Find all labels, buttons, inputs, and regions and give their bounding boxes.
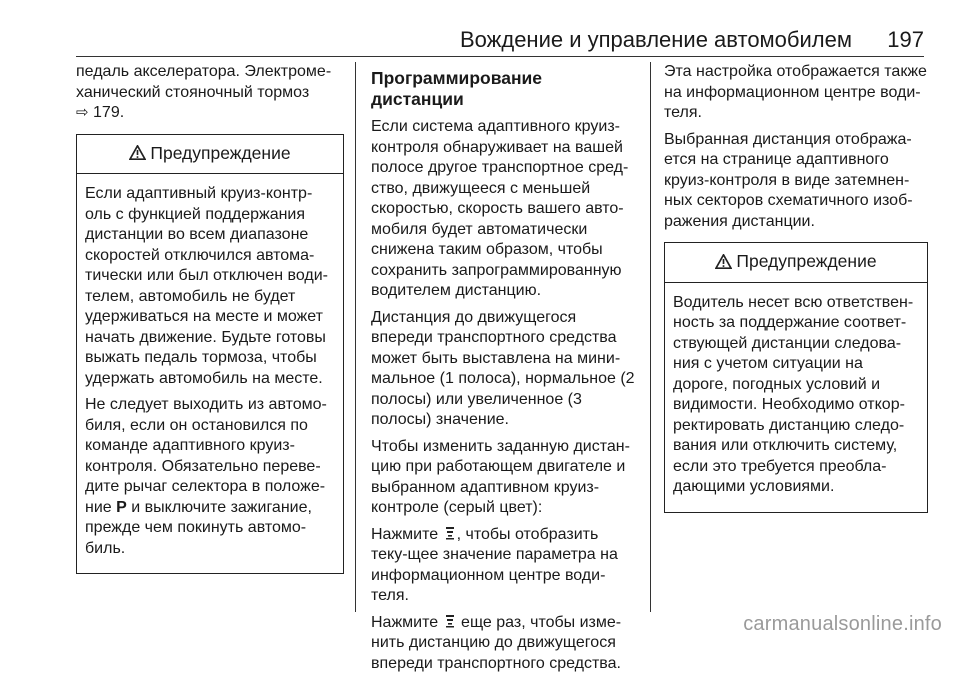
paragraph: Дистанция до движущегося впереди транспортного средства может быть выставлена на мини-мальное (1 полоса), нормальное (2 полосы) или увеличенное (3 полосы) значение. <box>371 308 635 428</box>
column-3 <box>664 62 928 513</box>
warning-paragraph: Если адаптивный круиз-контр-оль с функцией поддержания дистанции во всем диапазоне скоростей отключился автома-тически или был отключен води-телем, автомобиль не будет удерживаться на месте и может начать движение. Будьте готовы выжать педаль тормоза, чтобы удержать автомобиль на месте. <box>85 185 329 387</box>
warning-paragraph: Водитель несет всю ответствен-ность за поддержание соответ-ствующей дистанции следова-ния с учетом ситуации на дороге, погодных условий и видимости. Необходимо откор-ректировать дистанцию следо-вания или отключить систему, если это требуется преобла-дающими условиями. <box>673 293 914 495</box>
warning-header <box>77 135 343 175</box>
paragraph: Эта настройка отображается также на информационном центре води-теля. <box>664 63 927 121</box>
paragraph: Если система адаптивного круиз-контроля обнаруживает на вашей полосе другое транспортное сред-ство, движущееся с меньшей скоростью, скорость вашего авто-мобиля будет автоматически снижена таким образом, чтобы сохранить запрограммированную водителем дистанцию. <box>371 118 629 299</box>
arrow-right-icon: ⇨ <box>76 104 89 121</box>
gear-position-p: P <box>116 498 127 516</box>
intro-text: педаль акселератора. Электроме-ханический стояночный тормоз ⇨ 179. <box>76 63 332 121</box>
header-rule <box>76 56 924 57</box>
paragraph: Выбранная дистанция отобража-ется на странице адаптивного круиз-контроля в виде затемнен-ных секторов схематичного изоб-ражения дистанции. <box>664 130 913 230</box>
warning-title: Предупреждение <box>736 251 877 271</box>
paragraph: Нажмите еще раз, чтобы изме-нить дистанцию до движущегося впереди транспортного средства. <box>371 613 622 672</box>
page-header <box>0 0 960 56</box>
page-reference-link[interactable]: 179. <box>93 104 125 121</box>
warning-body <box>77 174 343 573</box>
paragraph: Нажмите , чтобы отобразить теку-щее значение параметра на информационном центре води-теля. <box>371 525 618 604</box>
column-divider <box>650 62 651 612</box>
paragraph: Чтобы изменить заданную дистан-цию при работающем двигателе и выбранном адаптивном круиз-контроле (серый цвет): <box>371 437 630 516</box>
warning-paragraph: Не следует выходить из автомо-биля, если он остановился по команде адаптивного круиз-контроля. Обязательно переве-дите рычаг селектора в положе-ние P и выключите зажигание, прежде чем покинуть автомо-биль. <box>85 396 327 557</box>
column-divider <box>355 62 356 612</box>
warning-title: Предупреждение <box>150 142 291 163</box>
warning-box <box>76 134 344 575</box>
warning-triangle-icon <box>129 145 146 160</box>
watermark: carmanualsonline.info <box>743 613 942 635</box>
warning-body <box>665 283 927 512</box>
page-title: Вождение и управление автомобилем <box>459 27 852 52</box>
warning-box <box>664 242 928 513</box>
column-1 <box>76 62 344 574</box>
column-2 <box>371 62 637 680</box>
warning-triangle-icon <box>715 254 732 269</box>
warning-header <box>665 243 927 283</box>
distance-button-icon <box>445 526 455 540</box>
section-heading: Программирование дистанции <box>371 68 543 109</box>
distance-button-icon <box>445 614 455 628</box>
page-number: 197 <box>887 27 924 52</box>
